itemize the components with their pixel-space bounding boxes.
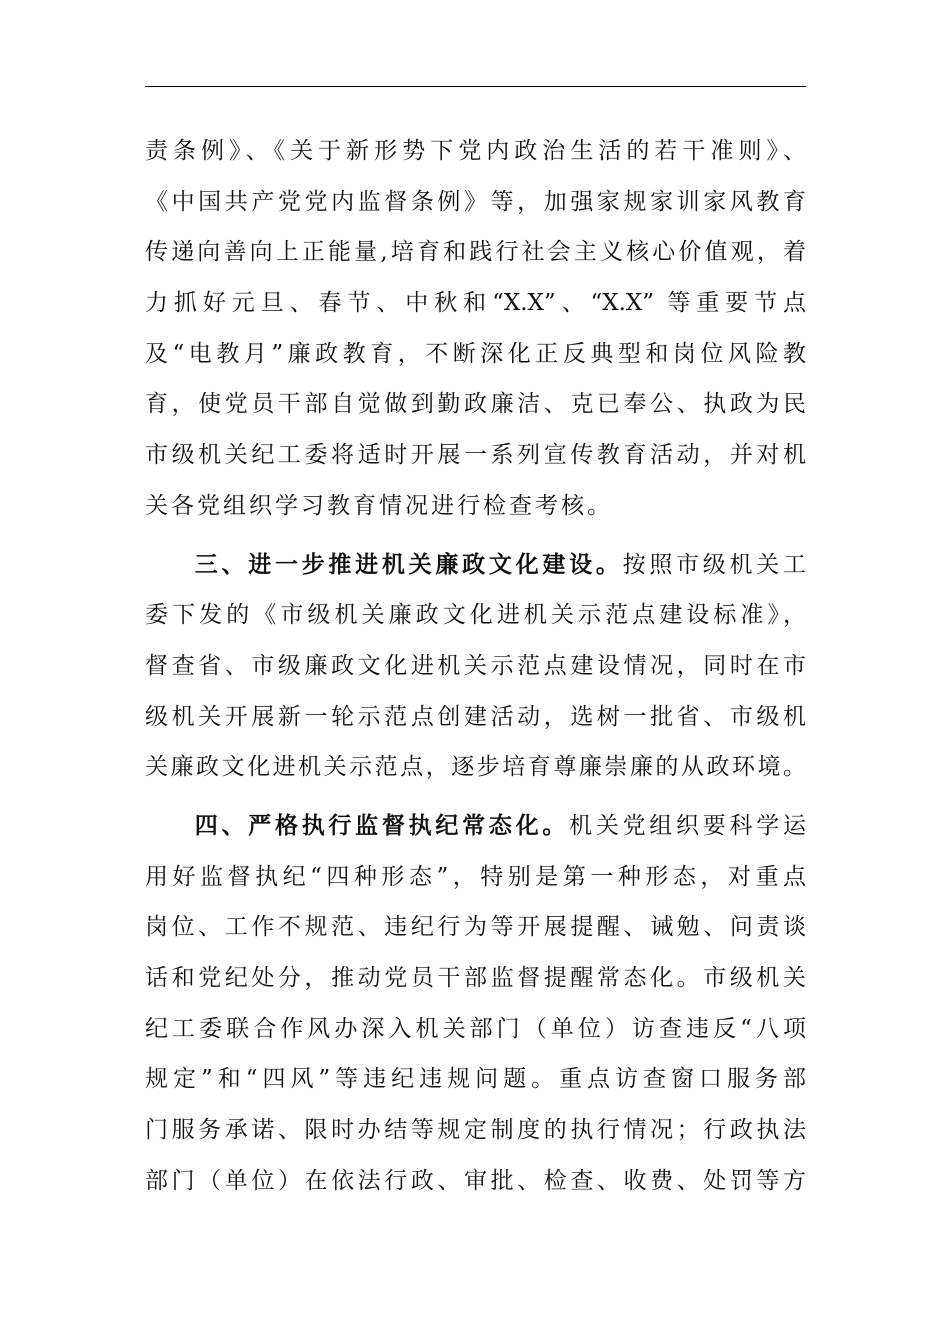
section-4-first-line-text: 机关党组织要科学运 [569, 812, 807, 839]
section-3 [145, 540, 806, 793]
text-line: 用好监督执纪“四种形态”，特别是第一种形态，对重点 [145, 863, 806, 890]
section-3-first-line [145, 540, 806, 591]
text-line: 级机关开展新一轮示范点创建活动，选树一批省、市级机 [145, 703, 806, 730]
text-line: 市级机关纪工委将适时开展一系列宣传教育活动，并对机 [145, 442, 806, 469]
text-line: 关各党组织学习教育情况进行检查考核。 [145, 492, 613, 519]
section-3-heading: 三、进一步推进机关廉政文化建设。 [191, 550, 623, 578]
text-line: 《中国共产党党内监督条例》等，加强家规家训家风教育 [145, 188, 806, 215]
paragraph-1 [145, 126, 806, 532]
text-line: 及“电教月”廉政教育，不断深化正反典型和岗位风险教 [145, 340, 806, 367]
section-4-heading: 四、严格执行监督执纪常态化。 [191, 811, 570, 839]
section-4-first-line [145, 801, 806, 852]
text-line: 岗位、工作不规范、违纪行为等开展提醒、诫勉、问责谈 [145, 914, 806, 941]
text-line: 传递向善向上正能量,培育和践行社会主义核心价值观，着 [145, 239, 806, 266]
section-4 [145, 801, 806, 1207]
text-line: 纪工委联合作风办深入机关部门（单位）访查违反“八项 [145, 1015, 806, 1042]
text-line: 委下发的《市级机关廉政文化进机关示范点建设标准》， [145, 602, 806, 629]
text-line: 部门（单位）在依法行政、审批、检查、收费、处罚等方 [145, 1167, 806, 1194]
document-body [145, 126, 806, 1206]
header-rule [145, 86, 806, 87]
text-line: 育，使党员干部自觉做到勤政廉洁、克已奉公、执政为民 [145, 391, 806, 418]
text-line: 规定”和“四风”等违纪违规问题。重点访查窗口服务部 [145, 1066, 806, 1093]
text-line: 责条例》、《关于新形势下党内政治生活的若干准则》、 [145, 138, 806, 164]
text-line: 门服务承诺、限时办结等规定制度的执行情况；行政执法 [145, 1117, 806, 1144]
text-line: 话和党纪处分，推动党员干部监督提醒常态化。市级机关 [145, 965, 806, 991]
text-line: 关廉政文化进机关示范点，逐步培育尊廉崇廉的从政环境。 [145, 754, 806, 781]
text-line: 督查省、市级廉政文化进机关示范点建设情况，同时在市 [145, 652, 806, 679]
section-3-first-line-text: 按照市级机关工 [622, 551, 807, 578]
text-line: 力抓好元旦、春节、中秋和“X.X”、“X.X” 等重要节点 [145, 290, 806, 317]
